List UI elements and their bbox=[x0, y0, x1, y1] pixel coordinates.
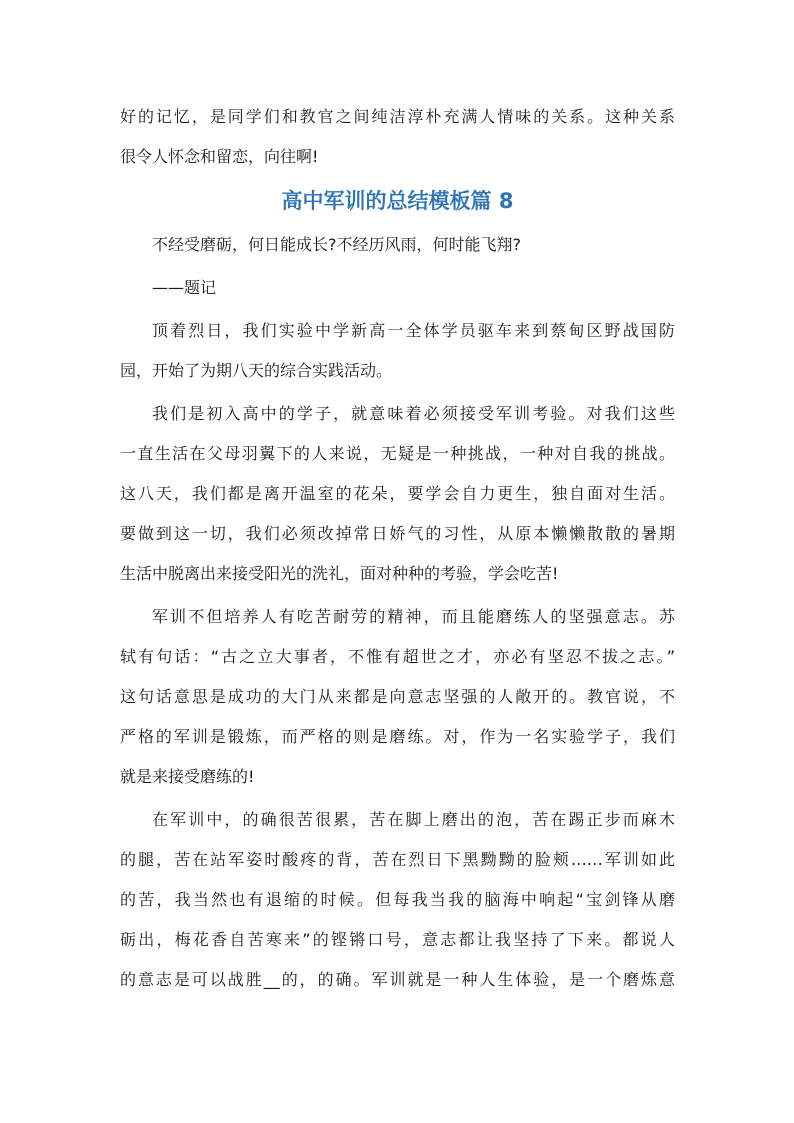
text-line: ——题记 bbox=[152, 278, 217, 297]
section-title: 高中军训的总结模板篇 8 bbox=[281, 189, 514, 213]
text-line: 一直生活在父母羽翼下的人来说，无疑是一种挑战，一种对自我的挑战。 bbox=[120, 444, 675, 463]
text-line: 这八天，我们都是离开温室的花朵，要学会自力更生，独自面对生活。 bbox=[120, 484, 675, 503]
paragraph-4 bbox=[120, 800, 675, 1000]
text-line: 严格的军训是锻炼，而严格的则是磨练。对，作为一名实验学子，我们 bbox=[120, 727, 675, 746]
text-line: 轼有句话：“古之立大事者，不惟有超世之才，亦必有坚忍不拔之志。” bbox=[120, 647, 675, 666]
text-line: 的意志是可以战胜__的，的确。军训就是一种人生体验，是一个磨炼意 bbox=[120, 970, 675, 989]
paragraph-2 bbox=[120, 394, 675, 594]
paragraph-3 bbox=[120, 597, 675, 797]
paragraph-epigraph bbox=[120, 225, 675, 265]
text-line: 生活中脱离出来接受阳光的洗礼，面对种种的考验，学会吃苦! bbox=[120, 564, 559, 583]
text-line: 军训不但培养人有吃苦耐劳的精神，而且能磨练人的坚强意志。苏 bbox=[152, 607, 675, 626]
text-line: 园，开始了为期八天的综合实践活动。 bbox=[120, 361, 393, 380]
text-line: 的腿，苦在站军姿时酸疼的背，苦在烈日下黑黝黝的脸颊……军训如此 bbox=[120, 850, 675, 869]
text-line: 很令人怀念和留恋，向往啊! bbox=[120, 147, 319, 166]
document-page bbox=[120, 97, 675, 1000]
intro-paragraph bbox=[120, 97, 675, 177]
text-line: 不经受磨砺，何日能成长?不经历风雨，何时能飞翔? bbox=[152, 235, 521, 254]
text-line: 好的记忆，是同学们和教官之间纯洁淳朴充满人情味的关系。这种关系 bbox=[120, 107, 675, 126]
text-line: 要做到这一切，我们必须改掉常日娇气的习性，从原本懒懒散散的暑期 bbox=[120, 524, 675, 543]
paragraph-epigraph-attribution bbox=[120, 268, 675, 308]
text-line: 我们是初入高中的学子，就意味着必须接受军训考验。对我们这些 bbox=[152, 404, 675, 423]
text-line: 这句话意思是成功的大门从来都是向意志坚强的人敞开的。教官说，不 bbox=[120, 687, 675, 706]
text-line: 砺出，梅花香自苦寒来”的铿锵口号，意志都让我坚持了下来。都说人 bbox=[120, 930, 675, 949]
text-line: 就是来接受磨练的! bbox=[120, 767, 255, 786]
paragraph-1 bbox=[120, 311, 675, 391]
text-line: 的苦，我当然也有退缩的时候。但每我当我的脑海中响起“宝剑锋从磨 bbox=[120, 890, 675, 909]
text-line: 在军训中，的确很苦很累，苦在脚上磨出的泡，苦在踢正步而麻木 bbox=[152, 810, 675, 829]
text-line: 顶着烈日，我们实验中学新高一全体学员驱车来到蔡甸区野战国防 bbox=[152, 321, 675, 340]
